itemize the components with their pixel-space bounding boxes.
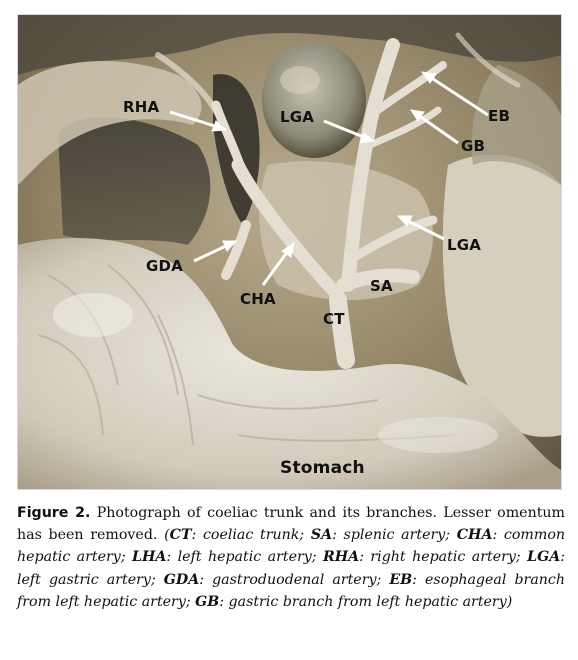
label-ct: CT [323, 310, 345, 328]
abbr-meaning: : splenic artery; [332, 527, 457, 544]
caption-text: Photograph of coeliac trunk and its branches. Lesser omentum has been removed. [17, 505, 565, 544]
abbr-term: GB [195, 593, 220, 610]
label-stomach: Stomach [280, 458, 365, 478]
abbr-meaning: : esophageal branch from left hepatic artery; [17, 571, 565, 610]
abbr-meaning: : coeliac trunk; [191, 527, 311, 544]
label-rha: RHA [123, 98, 160, 116]
abbr-term: GDA [163, 571, 200, 588]
abbr-term: EB [389, 571, 413, 588]
abbr-term: LHA [132, 549, 167, 566]
label-gda: GDA [146, 257, 183, 275]
abbr-term: RHA [322, 549, 360, 566]
abbr-meaning: : left hepatic artery; [166, 549, 323, 566]
label-sa: SA [370, 277, 393, 295]
abbr-term: CHA [456, 527, 493, 544]
abbr-meaning: : common hepatic artery; [17, 527, 565, 566]
figure-caption [17, 502, 565, 613]
abbr-term: LGA [527, 549, 561, 566]
abbr-term: SA [310, 527, 333, 544]
abbr-term: CT [169, 527, 192, 544]
abbr-close-paren: ) [506, 593, 513, 610]
label-eb: EB [488, 107, 511, 125]
label-gb: GB [461, 137, 486, 155]
figure-photograph [17, 14, 562, 490]
abbr-meaning: : gastric branch from left hepatic artery [219, 593, 507, 610]
figure-number: Figure 2. [17, 505, 91, 521]
label-lga-right: LGA [447, 236, 482, 254]
label-lga-top: LGA [280, 108, 315, 126]
label-cha: CHA [240, 290, 276, 308]
abbr-open-paren: ( [164, 527, 170, 544]
abbr-meaning: : gastroduodenal artery; [199, 571, 390, 588]
abbr-meaning: : right hepatic artery; [359, 549, 528, 566]
abbr-meaning: : left gastric artery; [17, 549, 565, 588]
